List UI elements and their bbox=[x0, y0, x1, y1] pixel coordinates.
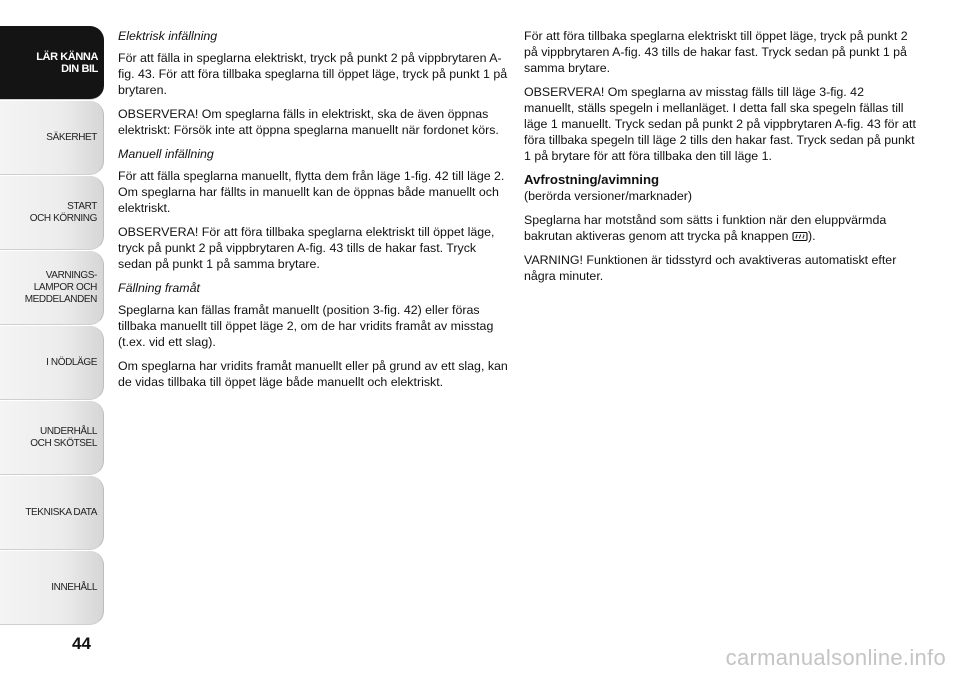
paragraph-text: Speglarna har motstånd som sätts i funktion när den eluppvärmda bakrutan aktiveras genom att trycka på knappen bbox=[524, 213, 887, 243]
tab-i-nodlage[interactable]: I NÖDLÄGE bbox=[0, 326, 104, 400]
subheading-electric: Elektrisk infällning bbox=[118, 29, 218, 43]
paragraph: För att fälla speglarna manuellt, flytta dem från läge 1-fig. 42 till läge 2. Om speglarna har fällts in manuellt kan de öppnas både manuellt och elektriskt. bbox=[118, 169, 505, 215]
chapter-tabs bbox=[0, 26, 104, 626]
tab-start-och-korning[interactable]: START OCH KÖRNING bbox=[0, 176, 104, 250]
paragraph: Speglarna kan fällas framåt manuellt (position 3-fig. 42) eller föras tillbaka manuellt till öppet läge 2, om de har vridits framåt av misstag (t.ex. vid ett slag). bbox=[118, 303, 494, 349]
rear-defrost-icon bbox=[792, 231, 808, 243]
paragraph: VARNING! Funktionen är tidsstyrd och avaktiveras automatiskt efter några minuter. bbox=[524, 253, 897, 283]
tab-tekniska-data[interactable]: TEKNISKA DATA bbox=[0, 476, 104, 550]
page-number: 44 bbox=[72, 634, 91, 653]
paragraph: För att fälla in speglarna elektriskt, tryck på punkt 2 på vippbrytaren A-fig. 43. För att föra tillbaka speglarna till öppet läge, tryck på punkt 1 på brytaren. bbox=[118, 51, 508, 97]
tab-sakerhet[interactable]: SÄKERHET bbox=[0, 101, 104, 175]
paragraph-text: ). bbox=[807, 229, 816, 243]
tab-varningslampor[interactable]: VARNINGS- LAMPOR OCH MEDDELANDEN bbox=[0, 251, 104, 325]
paragraph: För att föra tillbaka speglarna elektriskt till öppet läge, tryck på punkt 2 på vippbrytaren A-fig. 43 tills de hakar fast. Tryck sedan på punkt 1 på samma brytare. bbox=[524, 29, 908, 75]
section-title: Avfrostning/avimning bbox=[524, 172, 660, 187]
right-column bbox=[524, 28, 916, 292]
tab-lar-kanna-din-bil[interactable]: LÄR KÄNNA DIN BIL bbox=[0, 26, 104, 100]
watermark: carmanualsonline.info bbox=[725, 645, 946, 670]
section-note: (berörda versioner/marknader) bbox=[524, 189, 693, 203]
tab-innehall[interactable]: INNEHÅLL bbox=[0, 551, 104, 625]
paragraph: OBSERVERA! För att föra tillbaka speglarna elektriskt till öppet läge, tryck på punkt 2 på vippbrytaren A-fig. 43 tills de hakar fast. Tryck sedan på punkt 1 på samma brytare. bbox=[118, 225, 495, 271]
tab-underhall[interactable]: UNDERHÅLL OCH SKÖTSEL bbox=[0, 401, 104, 475]
paragraph: Om speglarna har vridits framåt manuellt eller på grund av ett slag, kan de vidas tillbaka till öppet läge både manuellt och elektriskt. bbox=[118, 359, 508, 389]
subheading-manual: Manuell infällning bbox=[118, 147, 214, 161]
subheading-forward: Fällning framåt bbox=[118, 281, 200, 295]
paragraph: OBSERVERA! Om speglarna fälls in elektriskt, ska de även öppnas elektriskt: Försök inte att öppna speglarna manuellt när fordonet körs. bbox=[118, 107, 499, 137]
paragraph: OBSERVERA! Om speglarna av misstag fälls till läge 3-fig. 42 manuellt, ställs spegeln i mellanläget. I detta fall ska spegeln fällas till läge 1 manuellt. Tryck sedan på punkt 2 på vippbrytaren A-fig. 43 för att föra tillbaka spegeln till läge 2 tills den hakar fast. Tryck sedan på punkt 1 på brytare för att föra tillbaka den till läge 1. bbox=[524, 85, 916, 163]
paragraph bbox=[524, 212, 916, 244]
left-column bbox=[118, 28, 508, 398]
